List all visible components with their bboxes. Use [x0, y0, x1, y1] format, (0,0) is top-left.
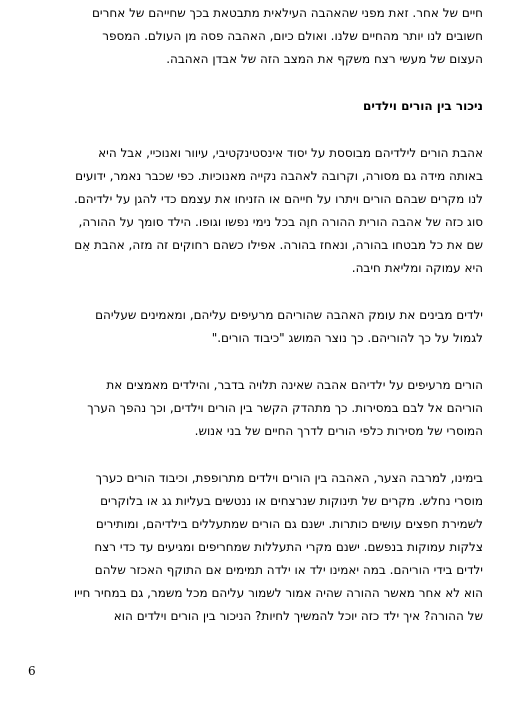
text-line: המוסרי של מסירות כלפי הורים לדרך החיים של בני אנוש. [194, 424, 483, 438]
heading-text: ניכור בין הורים וילדים [363, 99, 483, 113]
text-line: העצום של מעשי רצח משקף את המצב הזה של אבדן האהבה. [166, 52, 483, 66]
text-line: אהבת הורים לילדיהם מבוססת על יסוד אינסטינקטיבי, עיוור ואנוכיי, אבל היא [98, 146, 483, 160]
text-line: ילדים בידי הוריהם. במה יאמינו ילד או ילדה תמימים אם התוקף האכזר שלהם [94, 563, 483, 577]
paragraph [30, 2, 483, 71]
paragraph-spacer [30, 71, 483, 95]
text-line: חיים של אחר. זאת מפני שהאהבה העילאית מתבטאת בכך שחייהם של אחרים [91, 6, 483, 20]
text-line: שם את כל מבטחו בהורה, ונאחז בהורה. אפילו כשהם רחוקים זה מזה, אהבת אֵם [74, 238, 483, 252]
body-text [30, 2, 483, 628]
text-line: היא עמוקה ומליאת חיבה. [351, 261, 483, 275]
text-line: באותה מידה גם מסורה, וקרובה לאהבה נקייה מאנוכיות. כפי שכבר נאמר, ידועים [75, 169, 483, 183]
text-line: לנו מקרים שבהם הורים ויתרו על חייהם או הזניחו את עצמם כדי להגן על ילדיהם. [73, 192, 483, 206]
text-line: מוסרי נחלש. מקרים של תינוקות שנרצחים או ננטשים בעליות גג או בלוקרים [100, 494, 483, 508]
text-line: לגמול על כך להוריהם. כך נוצר המושג "כיבוד הורים." [211, 331, 483, 345]
text-line: הוא לא אחר מאשר ההורה שהיה אמור לשמור עליהם מכל משמר, גם במחיר חייו [73, 586, 483, 600]
text-line: סוג כזה של אהבה הורית ההורה חוֶה בכל נימי נפשו וגופו. הילד סומך על ההורה, [78, 215, 483, 229]
paragraph-spacer [30, 280, 483, 304]
text-line: ילדים מבינים את עומק האהבה שהוריהם מרעיפים עליהם, ומאמינים שעליהם [95, 308, 483, 322]
paragraph-spacer [30, 350, 483, 374]
section-heading [30, 95, 483, 118]
paragraph [30, 374, 483, 443]
page-number: 6 [28, 664, 36, 678]
text-line: הורים מרעיפים על ילדיהם אהבה שאינה תלויה בדבר, והילדים מאמצים את [106, 378, 483, 392]
paragraph [30, 467, 483, 628]
paragraph-spacer [30, 443, 483, 467]
text-line: בימינו, למרבה הצער, האהבה בין הורים וילדים מתרופפת, וכיבוד הורים כערך [95, 471, 483, 485]
paragraph-spacer [30, 118, 483, 142]
text-line: לשמירת חפצים עושים כותרות. ישנם גם הורים שמתעללים בילדיהם, ומותירים [95, 517, 483, 531]
text-line: חשובים לנו יותר מהחיים שלנו. ואולם כיום, האהבה פסה מן העולם. המספר [102, 29, 483, 43]
text-line: של ההורה? איך ילד כזה יוכל להמשיך לחיות? הניכור בין הורים וילדים הוא [113, 609, 483, 623]
paragraph [30, 304, 483, 350]
text-line: צלקות עמוקות בנפשם. ישנם מקרי התעללות שמחריפים ומגיעים עד כדי רצח [94, 540, 483, 554]
text-line: הוריהם אל לבם במסירות. כך מתהדק הקשר בין הורים וילדים, וכך נהפך הערך [87, 401, 483, 415]
paragraph [30, 142, 483, 280]
